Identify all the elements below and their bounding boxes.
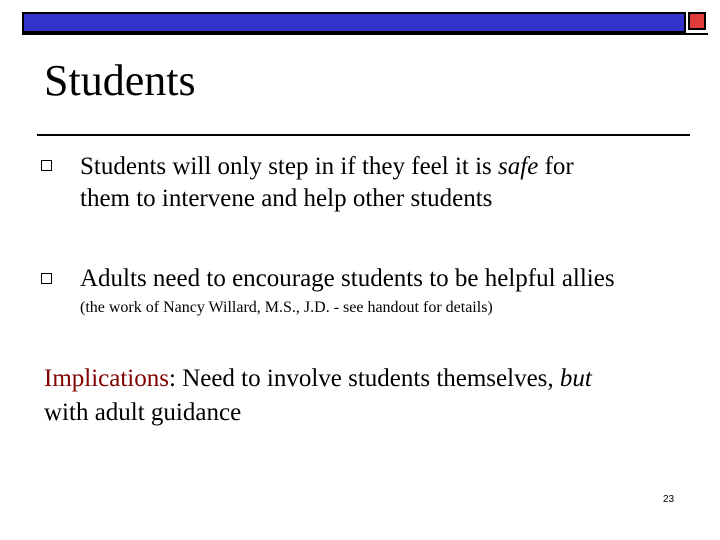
bullet-item-1	[80, 151, 574, 215]
header-line	[22, 33, 708, 35]
bullet-2-citation: (the work of Nancy Willard, M.S., J.D. - see handout for details)	[80, 299, 493, 316]
page-number: 23	[663, 494, 675, 505]
bullet-1-text-start: Students will only step in if they feel it is	[80, 153, 499, 180]
bullet-1-emphasis: safe	[498, 153, 539, 180]
implications-colon: :	[168, 365, 176, 392]
header-bar	[22, 12, 686, 34]
implications-emphasis: but	[559, 365, 592, 392]
bullet-1-line-2: them to intervene and help other students	[80, 185, 493, 212]
title-divider	[37, 134, 690, 136]
implications-paragraph	[44, 362, 592, 430]
hollow-square-bullet-icon	[41, 273, 52, 284]
hollow-square-bullet-icon	[41, 160, 52, 171]
implications-text: Need to involve students themselves,	[175, 365, 560, 392]
slide-title: Students	[44, 56, 196, 105]
bullet-item-2: Adults need to encourage students to be helpful allies	[80, 265, 615, 292]
bullet-1-text-end: for	[538, 153, 574, 180]
implications-line-2: with adult guidance	[44, 399, 242, 426]
implications-label: Implications	[44, 365, 169, 392]
red-square-icon	[688, 12, 706, 30]
